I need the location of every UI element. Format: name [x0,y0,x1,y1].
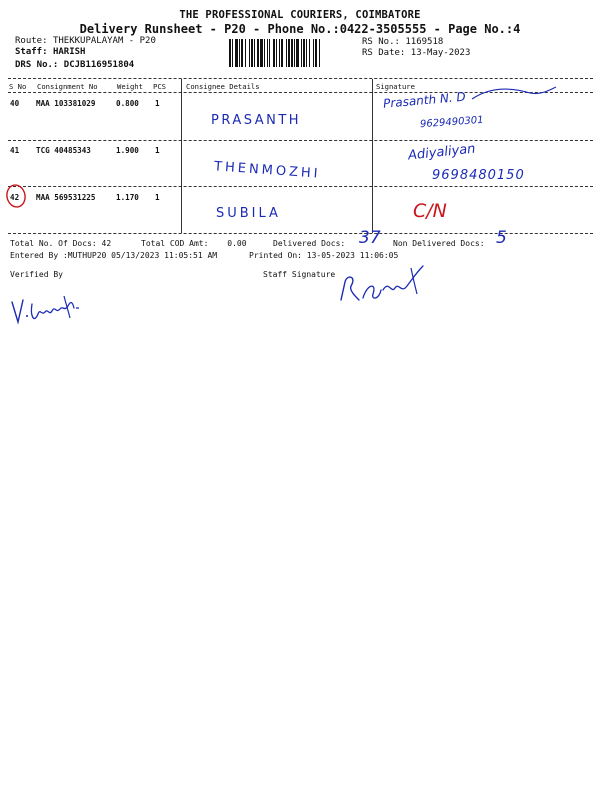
route-value: THEKKUPALAYAM - P20 [52,36,156,46]
row-divider [8,186,593,187]
consignee-handwritten: SUBILA [216,206,281,221]
consignee-handwritten: PRASANTH [211,113,302,128]
non-delivered-docs-value: 5 [496,228,507,248]
printed-on: Printed On: 13-05-2023 11:06:05 [249,251,399,260]
total-docs-value: 42 [101,239,112,248]
col-header-weight: Weight [117,82,143,91]
staff-signature-label: Staff Signature [263,270,336,279]
col-header-consignee: Consignee Details [186,82,260,91]
col-header-signature: Signature [376,82,415,91]
total-cod [141,239,247,248]
cell-consignment: MAA 103381029 [36,99,96,108]
column-divider [372,79,373,233]
rs-date-line [362,48,470,58]
rs-no-label: RS No.: [362,37,400,47]
staff-signature [337,260,437,310]
cod-value: 0.00 [227,239,247,248]
drs-label: DRS No.: [15,60,59,70]
cell-consignment: MAA 569531225 [36,193,96,202]
cell-weight: 1.170 [116,193,139,202]
total-docs [10,239,111,248]
verified-by-label: Verified By [10,270,63,279]
col-header-consignment: Consignment No [37,82,98,91]
cell-sno: 41 [10,146,20,155]
rs-date-label: RS Date: [362,48,406,58]
entered-by: Entered By :MUTHUP20 05/13/2023 11:05:51 AM [10,251,218,260]
cell-pcs: 1 [155,99,160,108]
document-title: THE PROFESSIONAL COURIERS, COIMBATORE [179,9,421,21]
cell-weight: 1.900 [116,146,139,155]
total-docs-label: Total No. Of Docs: [10,239,97,248]
signature-flourish [470,83,560,105]
phone-handwritten: 9698480150 [432,168,525,183]
staff-line [15,47,85,57]
verified-by-signature [8,290,88,335]
signature-handwritten: C/N [413,200,447,222]
cod-label: Total COD Amt: [141,239,209,248]
phone-handwritten: 9629490301 [419,114,484,131]
drs-value: DCJB116951804 [63,60,135,70]
column-divider [181,79,182,233]
non-delivered-docs-label: Non Delivered Docs: [393,239,485,248]
consignee-handwritten: THENMOZHI [213,159,322,182]
route-line [15,36,156,46]
row-divider [8,140,593,141]
circle-mark-icon [5,183,27,209]
signature-handwritten: Adiyaliyan [407,141,477,164]
cell-sno: 42 [10,193,20,202]
staff-label: Staff: [15,47,48,57]
cell-consignment: TCG 40485343 [36,146,91,155]
cell-sno: 40 [10,99,20,108]
barcode [229,39,355,67]
delivered-docs-label: Delivered Docs: [273,239,346,248]
cell-pcs: 1 [155,193,160,202]
runsheet-subtitle: Delivery Runsheet - P20 - Phone No.:0422-3505555 - Page No.:4 [79,22,521,36]
drs-line [15,60,134,70]
col-header-pcs: PCS [153,82,166,91]
rs-no-line [362,37,443,47]
cell-weight: 0.800 [116,99,139,108]
signature-handwritten: Prasanth N. D [382,89,467,111]
rs-no-value: 1169518 [405,37,444,47]
route-label: Route: [15,36,48,46]
rs-date-value: 13-May-2023 [410,48,471,58]
table-top-rule [8,78,593,79]
staff-value: HARISH [52,47,86,57]
delivered-docs-value: 37 [359,228,381,248]
col-header-sno: S No [9,82,27,91]
cell-pcs: 1 [155,146,160,155]
